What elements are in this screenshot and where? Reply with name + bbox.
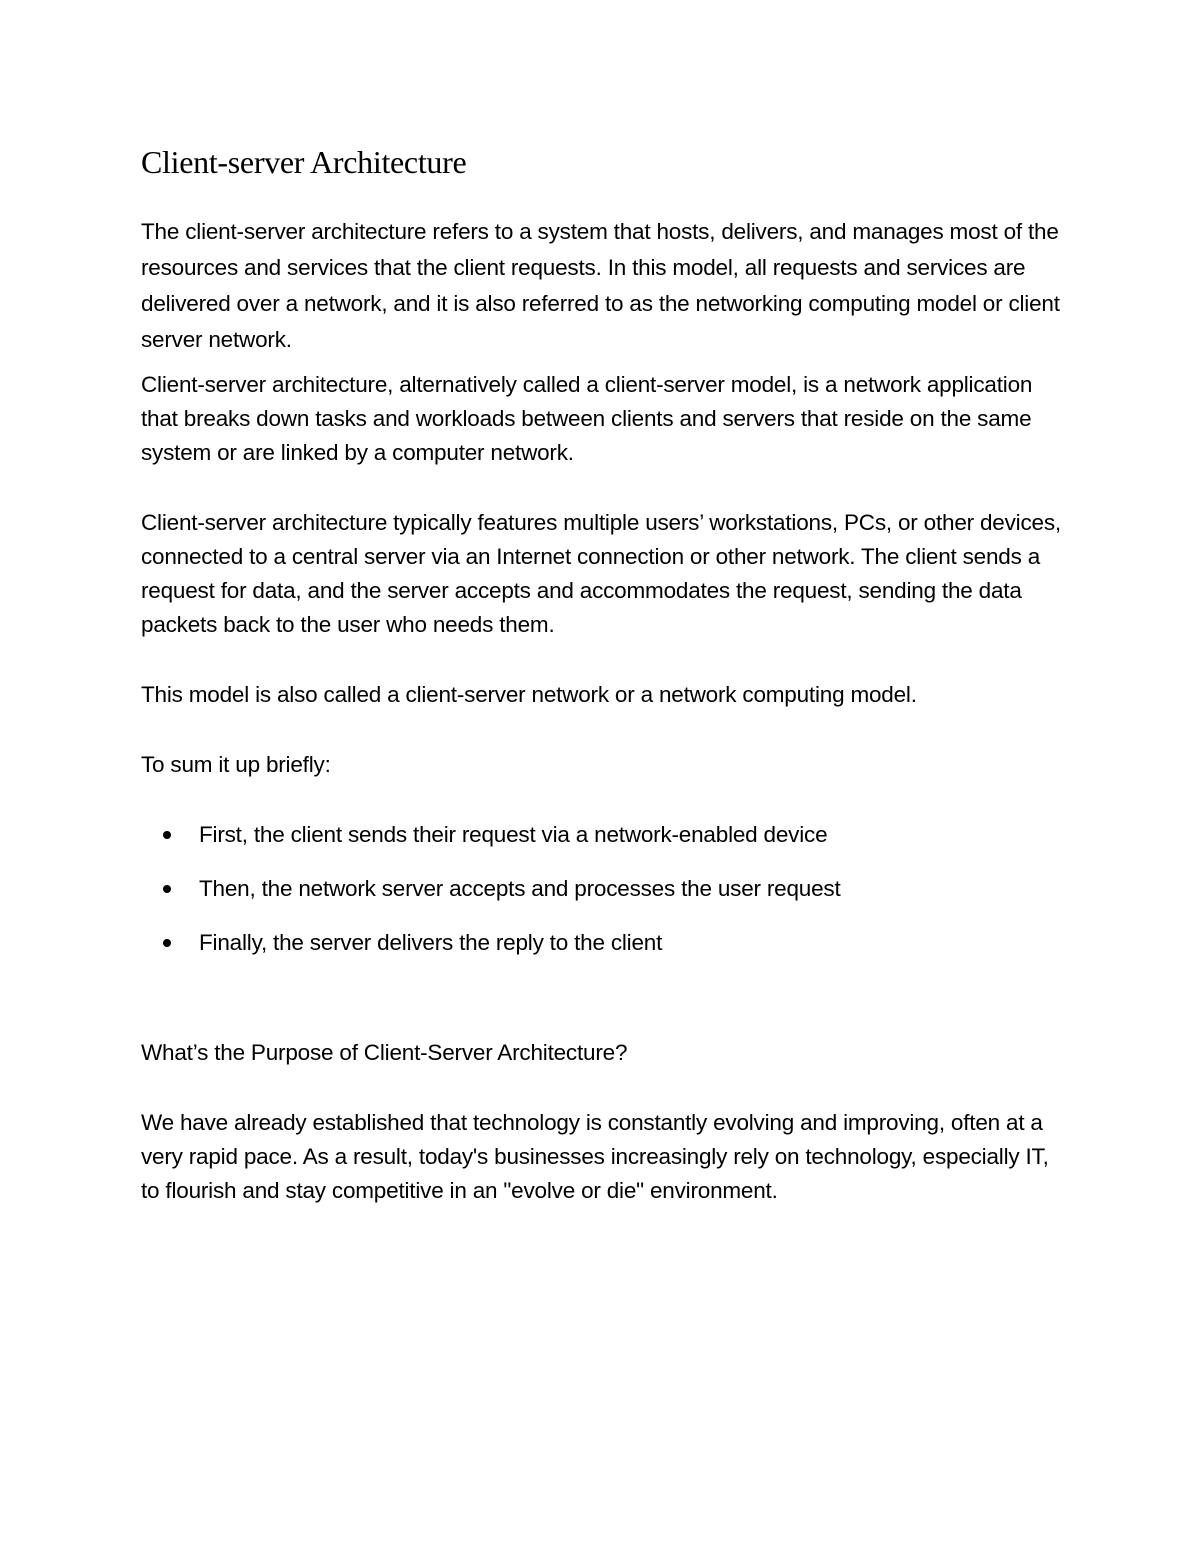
bullet-icon bbox=[163, 939, 171, 947]
bullet-text: Finally, the server delivers the reply to the client bbox=[199, 930, 663, 955]
section-heading-purpose: What’s the Purpose of Client-Server Architecture? bbox=[141, 1040, 628, 1065]
paragraph-model-name: This model is also called a client-server network or a network computing model. bbox=[141, 682, 917, 707]
document-title: Client-server Architecture bbox=[141, 144, 467, 180]
document-body bbox=[141, 140, 1071, 1208]
list-item bbox=[199, 818, 1071, 852]
summary-bullet-list bbox=[141, 818, 1071, 960]
paragraph-purpose: We have already established that technology is constantly evolving and improving, often at a very rapid pace. As a result, today's businesses increasingly rely on technology, especially IT, to flourish and stay competitive in an "evolve or die" environment. bbox=[141, 1110, 1049, 1203]
list-item bbox=[199, 872, 1071, 906]
paragraph-alternative-name: Client-server architecture, alternatively called a client-server model, is a network application that breaks down tasks and workloads between clients and servers that reside on the same system or are linked by a computer network. bbox=[141, 372, 1033, 465]
bullet-text: First, the client sends their request via a network-enabled device bbox=[199, 822, 828, 847]
bullet-icon bbox=[163, 831, 171, 839]
paragraph-summary-intro: To sum it up briefly: bbox=[141, 752, 331, 777]
bullet-text: Then, the network server accepts and processes the user request bbox=[199, 876, 841, 901]
list-item bbox=[199, 926, 1071, 960]
paragraph-typical-features: Client-server architecture typically features multiple users’ workstations, PCs, or other devices, connected to a central server via an Internet connection or other network. The client sends a request for data, and the server accepts and accommodates the request, sending the data packets back to the user who needs them. bbox=[141, 510, 1061, 637]
paragraph-intro: The client-server architecture refers to a system that hosts, delivers, and manages most of the resources and services that the client requests. In this model, all requests and services are delivered over a network, and it is also referred to as the networking computing model or client server network. bbox=[141, 219, 1060, 352]
bullet-icon bbox=[163, 885, 171, 893]
